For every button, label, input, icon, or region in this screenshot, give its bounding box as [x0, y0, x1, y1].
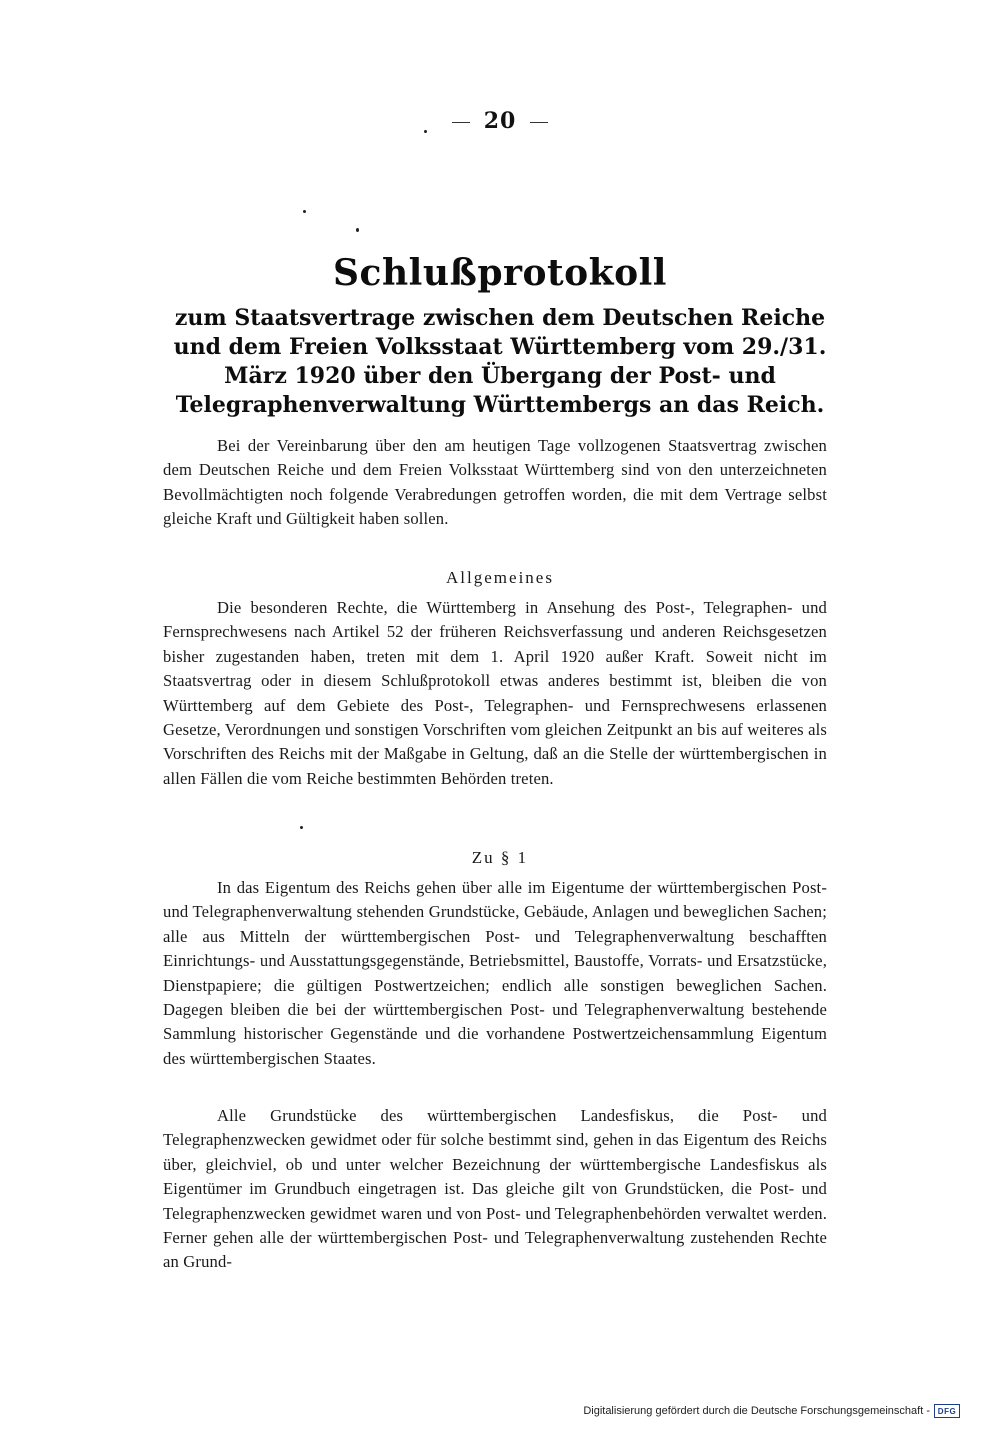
dfg-logo: DFG	[934, 1404, 960, 1418]
funding-footer	[583, 1404, 960, 1418]
section-heading-general: Allgemeines	[446, 568, 554, 587]
print-speck	[303, 210, 306, 213]
print-speck	[356, 228, 359, 232]
document-subtitle: zum Staatsvertrage zwischen dem Deutschen Reiche und dem Freien Volksstaat Württemberg vom 29./31. März 1920 über den Übergang der Post- und Telegraphenverwaltung Württembergs an das Reich.	[173, 305, 827, 418]
section-1-paragraph-2: Alle Grundstücke des württembergischen Landesfiskus, die Post- und Telegraphenzwecken gewidmet oder für solche bestimmt sind, gehen in das Eigentum des Reichs über, gleichviel, ob und unter welcher Bezeichnung der württembergische Landesfiskus als Eigentümer im Grundbuch eingetragen ist. Das gleiche gilt von Grundstücken, die Post- und Telegraphenzwecken gewidmet waren und von Post- und Telegraphenbehörden verwaltet werden. Ferner gehen alle der württembergischen Post- und Telegraphenverwaltung zustehenden Rechte an Grund-	[163, 1106, 827, 1272]
page-number-value: 20	[483, 108, 517, 134]
section-general-paragraph: Die besonderen Rechte, die Württemberg in Ansehung des Post-, Telegraphen- und Fernsprechwesens nach Artikel 52 der früheren Reichsverfassung und anderen Reichsgesetzen bisher zugestanden haben, treten mit dem 1. April 1920 außer Kraft. Soweit nicht im Staatsvertrag oder in diesem Schlußprotokoll etwas anderes bestimmt ist, bleiben die von Württemberg auf dem Gebiete des Post-, Telegraphen- und Fernsprechwesens erlassenen Gesetze, Verordnungen und sonstigen Vorschriften vom gleichen Zeitpunkt an bis auf weiteres als Vorschriften des Reichs mit der Maßgabe in Geltung, daß an die Stelle der württembergischen in allen Fällen die vom Reiche bestimmten Behörden treten.	[163, 598, 827, 788]
page-number-dash-right	[530, 122, 548, 123]
intro-paragraph: Bei der Vereinbarung über den am heutigen Tage vollzogenen Staatsvertrag zwischen dem Deutschen Reiche und dem Freien Volksstaat Württemberg sind von den unterzeichneten Bevollmächtigten noch folgende Verabredungen getroffen worden, die mit dem Vertrage selbst gleiche Kraft und Gültigkeit haben sollen.	[163, 436, 827, 529]
page-number-dash-left	[452, 122, 470, 123]
print-speck	[300, 826, 303, 829]
section-heading-paragraph-1: Zu § 1	[471, 848, 529, 867]
document-title: Schlußprotokoll	[333, 252, 667, 294]
funding-note-text: Digitalisierung gefördert durch die Deutsche Forschungsgemeinschaft -	[583, 1405, 930, 1417]
print-speck	[424, 130, 427, 133]
section-1-paragraph-1: In das Eigentum des Reichs gehen über alle im Eigentume der württembergischen Post- und Telegraphenverwaltung stehenden Grundstücke, Gebäude, Anlagen und beweglichen Sachen; alle aus Mitteln der württembergischen Post- und Telegraphenverwaltung beschafften Einrichtungs- und Ausstattungsgegenstände, Betriebsmittel, Baustoffe, Vorrats- und Ersatzstücke, Dienstpapiere; die gültigen Postwertzeichen; endlich alle sonstigen beweglichen Sachen. Dagegen bleiben die bei der württembergischen Post- und Telegraphenverwaltung bestehende Sammlung historischer Gegenstände und die vorhandene Postwertzeichensammlung Eigentum des württembergischen Staates.	[163, 878, 827, 1068]
page-number	[0, 108, 1000, 134]
